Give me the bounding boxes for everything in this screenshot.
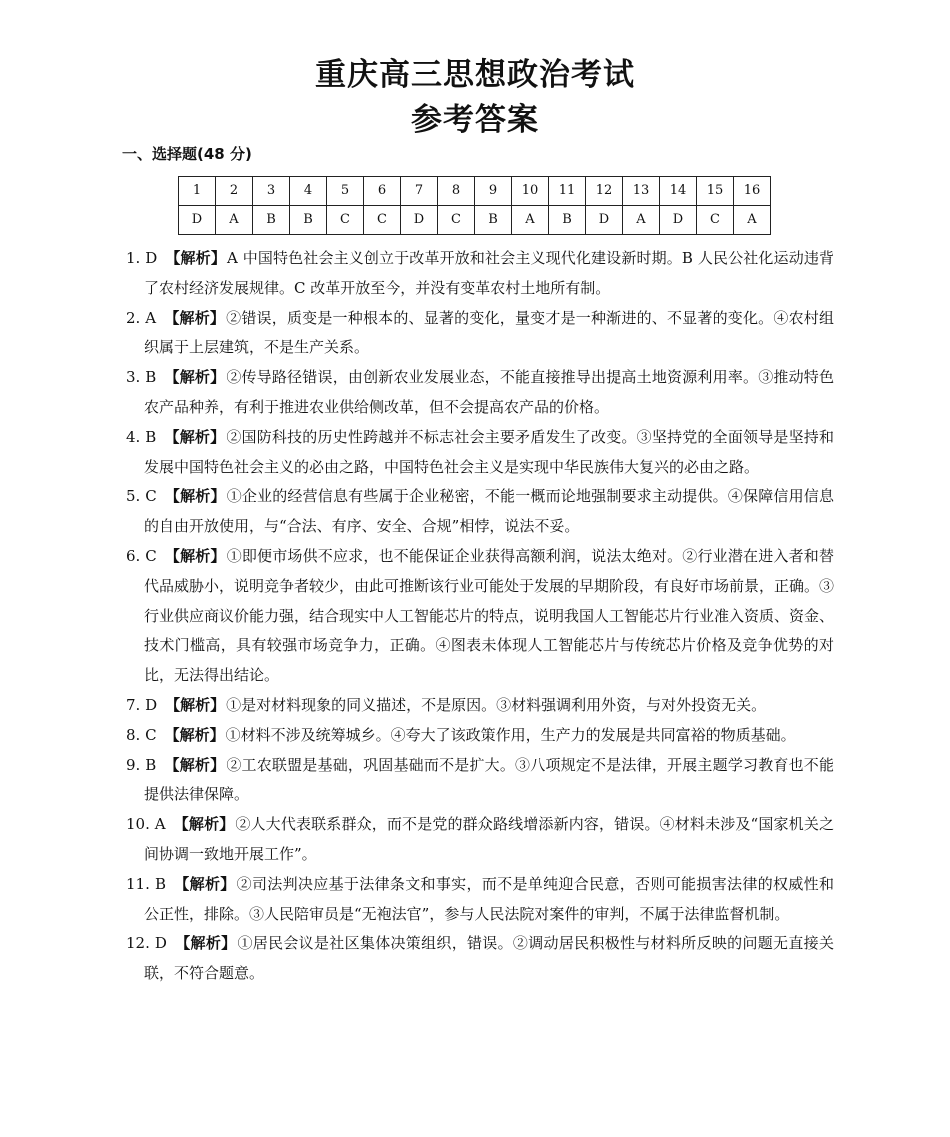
- analysis-tag: 【解析】: [174, 934, 237, 953]
- question-answer-label: 6. C: [126, 546, 157, 565]
- answer-letter-cell: D: [660, 206, 697, 235]
- answer-letter-cell: A: [216, 206, 253, 235]
- analysis-tag: 【解析】: [165, 249, 226, 267]
- explanation-list: [126, 244, 834, 989]
- explanation-text: ①是对材料现象的同义描述，不是原因。③材料强调利用外资，与对外投资无关。: [226, 695, 767, 714]
- explanation-item: [126, 304, 834, 364]
- answer-letter-cell: B: [475, 206, 512, 235]
- question-number-cell: 3: [253, 177, 290, 206]
- explanation-text: ②传导路径错误，由创新农业发展业态，不能直接推导出提高土地资源利用率。③推动特色农产品种养，有利于推进农业供给侧改革，但不会提高农产品的价格。: [144, 368, 834, 416]
- analysis-tag: 【解析】: [164, 725, 225, 744]
- question-answer-label: 4. B: [126, 427, 157, 446]
- explanation-text: ②人大代表联系群众，而不是党的群众路线增添新内容，错误。④材料未涉及“国家机关之间协调一致地开展工作”。: [144, 815, 834, 863]
- answer-letter-cell: C: [364, 206, 401, 235]
- explanation-item: [126, 691, 834, 721]
- question-number-cell: 4: [290, 177, 327, 206]
- section-heading: 一、选择题(48 分): [122, 145, 252, 163]
- answer-letter-cell: C: [697, 206, 734, 235]
- question-answer-label: 2. A: [126, 308, 157, 327]
- explanation-item: [126, 929, 834, 989]
- explanation-text: ①企业的经营信息有些属于企业秘密，不能一概而论地强制要求主动提供。④保障信用信息的自由开放使用，与“合法、有序、安全、合规”相悖，说法不妥。: [144, 487, 834, 536]
- explanation-item: [126, 751, 834, 811]
- explanation-text: ①即便市场供不应求，也不能保证企业获得高额利润，说法太绝对。②行业潜在进入者和替代品威胁小，说明竞争者较少，由此可推断该行业可能处于发展的早期阶段，有良好市场前景，正确。③行业供应商议价能力强，结合现实中人工智能芯片的特点，说明我国人工智能芯片行业准入资质、资金、技术门槛高，具有较强市场竞争力，正确。④图表未体现人工智能芯片与传统芯片价格及竞争优势的对比，无法得出结论。: [144, 546, 835, 685]
- explanation-text: ①居民会议是社区集体决策组织，错误。②调动居民积极性与材料所反映的问题无直接关联，不符合题意。: [144, 934, 834, 983]
- question-answer-label: 12. D: [126, 934, 167, 953]
- explanation-item: [126, 542, 834, 691]
- answer-letter-cell: A: [623, 206, 660, 235]
- question-number-cell: 12: [586, 177, 623, 206]
- answer-letter-cell: B: [290, 206, 327, 235]
- explanation-text: ②错误，质变是一种根本的、显著的变化，量变才是一种渐进的、不显著的变化。④农村组织属于上层建筑，不是生产关系。: [144, 308, 834, 357]
- analysis-tag: 【解析】: [164, 755, 226, 774]
- answer-letter-cell: B: [253, 206, 290, 235]
- question-number-cell: 7: [401, 177, 438, 206]
- explanation-text: ②国防科技的历史性跨越并不标志社会主要矛盾发生了改变。③坚持党的全面领导是坚持和发展中国特色社会主义的必由之路，中国特色社会主义是实现中华民族伟大复兴的必由之路。: [144, 427, 834, 476]
- answer-letter-cell: D: [179, 206, 216, 235]
- question-number-cell: 9: [475, 177, 512, 206]
- question-number-row: [179, 177, 771, 206]
- answer-table: [178, 176, 771, 235]
- question-answer-label: 5. C: [126, 487, 157, 506]
- explanation-item: [126, 363, 834, 423]
- page-subtitle: 参考答案: [411, 102, 539, 138]
- analysis-tag: 【解析】: [164, 308, 226, 327]
- question-answer-label: 8. C: [126, 725, 157, 744]
- question-number-cell: 15: [697, 177, 734, 206]
- analysis-tag: 【解析】: [173, 874, 236, 893]
- question-number-cell: 11: [549, 177, 586, 206]
- analysis-tag: 【解析】: [164, 427, 226, 446]
- answer-letter-cell: D: [586, 206, 623, 235]
- question-number-cell: 5: [327, 177, 364, 206]
- explanation-item: [126, 423, 834, 483]
- explanation-item: [126, 482, 834, 542]
- explanation-text: ①材料不涉及统筹城乡。④夸大了该政策作用，生产力的发展是共同富裕的物质基础。: [225, 725, 796, 744]
- answer-letter-cell: C: [438, 206, 475, 235]
- analysis-tag: 【解析】: [164, 546, 226, 565]
- analysis-tag: 【解析】: [173, 815, 235, 834]
- question-number-cell: 2: [216, 177, 253, 206]
- question-answer-label: 3. B: [126, 368, 157, 387]
- question-number-cell: 6: [364, 177, 401, 206]
- explanation-item: [126, 721, 834, 751]
- answer-letter-cell: A: [512, 206, 549, 235]
- explanation-item: [126, 870, 834, 930]
- answer-letter-row: [179, 206, 771, 235]
- question-answer-label: 1. D: [126, 249, 158, 267]
- analysis-tag: 【解析】: [164, 368, 226, 387]
- question-answer-label: 11. B: [126, 874, 166, 893]
- analysis-tag: 【解析】: [165, 695, 226, 714]
- question-answer-label: 10. A: [126, 815, 166, 834]
- question-number-cell: 1: [179, 177, 216, 206]
- question-answer-label: 9. B: [126, 755, 157, 774]
- explanation-item: [126, 244, 834, 304]
- explanation-text: ②工农联盟是基础，巩固基础而不是扩大。③八项规定不是法律，开展主题学习教育也不能提供法律保障。: [144, 755, 834, 804]
- analysis-tag: 【解析】: [164, 487, 226, 506]
- answer-letter-cell: B: [549, 206, 586, 235]
- question-number-cell: 16: [734, 177, 771, 206]
- explanation-item: [126, 810, 834, 870]
- question-answer-label: 7. D: [126, 695, 158, 714]
- question-number-cell: 14: [660, 177, 697, 206]
- answer-letter-cell: A: [734, 206, 771, 235]
- question-number-cell: 10: [512, 177, 549, 206]
- explanation-text: ②司法判决应基于法律条文和事实，而不是单纯迎合民意，否则可能损害法律的权威性和公正性，排除。③人民陪审员是“无袍法官”，参与人民法院对案件的审判，不属于法律监督机制。: [144, 874, 834, 923]
- answer-letter-cell: D: [401, 206, 438, 235]
- answer-letter-cell: C: [327, 206, 364, 235]
- page-title: 重庆高三思想政治考试: [315, 57, 635, 93]
- question-number-cell: 8: [438, 177, 475, 206]
- explanation-text: A 中国特色社会主义创立于改革开放和社会主义现代化建设新时期。B 人民公社化运动违背了农村经济发展规律。C 改革开放至今，并没有变革农村土地所有制。: [144, 249, 834, 297]
- question-number-cell: 13: [623, 177, 660, 206]
